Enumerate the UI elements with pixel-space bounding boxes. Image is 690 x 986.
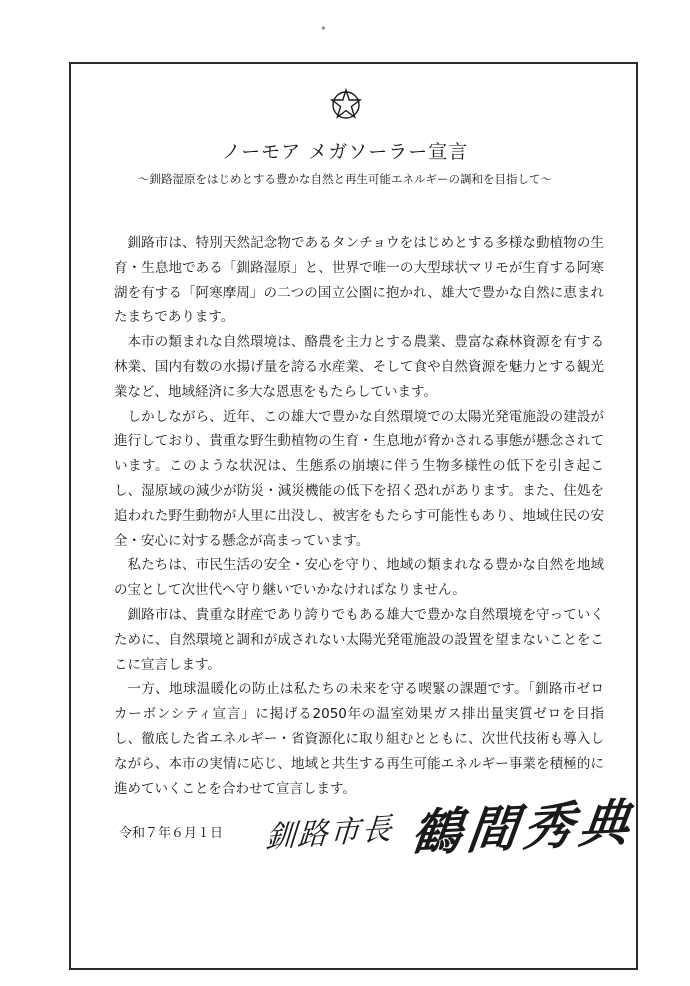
declaration-date: 令和７年６月１日	[119, 826, 224, 841]
paragraph: 本市の類まれな自然環境は、酪農を主力とする農業、豊富な森林資源を有する林業、国内有数の水揚げ量を誇る水産業、そして食や自然資源を魅力とする観光業など、地域経済に多大な恩恵をもたらしています。	[114, 334, 604, 400]
signature-name: 鶴間秀典	[408, 791, 640, 864]
mayor-signature	[262, 782, 640, 864]
declaration-body	[114, 231, 604, 801]
signature-title: 釧路市長	[264, 811, 395, 856]
declaration-title: ノーモア メガソーラー宣言	[221, 141, 469, 163]
declaration-subtitle: ～釧路湿原をはじめとする豊かな自然と再生可能エネルギーの調和を目指して～	[138, 172, 552, 186]
paragraph: 釧路市は、貴重な財産であり誇りでもある雄大で豊かな自然環境を守っていくために、自然環境と調和が成されない太陽光発電施設の設置を望まないことをここに宣言します。	[114, 606, 604, 673]
paragraph: 私たちは、市民生活の安全・安心を守り、地域の類まれなる豊かな自然を地域の宝として次世代へ守り継いでいかなければなりません。	[114, 557, 604, 599]
paragraph: しかしながら、近年、この雄大で豊かな自然環境での太陽光発電施設の建設が進行しており、貴重な野生動植物の生育・生息地が脅かされる事態が懸念されています。このような状況は、生態系の崩壊に伴う生物多様性の低下を引き起こし、湿原域の減少が防災・減災機能の低下を招く恐れがあります。また、住処を追われた野生動物が人里に出没し、被害をもたらす可能性もあり、地域住民の安全・安心に対する懸念が高まっています。	[114, 408, 604, 549]
paragraph: 一方、地球温暖化の防止は私たちの未来を守る喫緊の課題です。「釧路市ゼロカーボンシティ宣言」に掲げる2050年の温室効果ガス排出量実質ゼロを目指し、徹底した省エネルギー・省資源化に取り組むとともに、次世代技術も導入しながら、本市の実情に応じ、地域と共生する再生可能エネルギー事業を積極的に進めていくことを合わせて宣言します。	[114, 681, 604, 797]
city-emblem-icon	[330, 88, 362, 120]
paragraph: 釧路市は、特別天然記念物であるタンチョウをはじめとする多様な動植物の生育・生息地である「釧路湿原」と、世界で唯一の大型球状マリモが生育する阿寒湖を有する「阿寒摩周」の二つの国立公園に抱かれ、雄大で豊かな自然に恵まれたまちであります。	[114, 235, 604, 326]
scan-mark: ✦	[320, 24, 327, 33]
